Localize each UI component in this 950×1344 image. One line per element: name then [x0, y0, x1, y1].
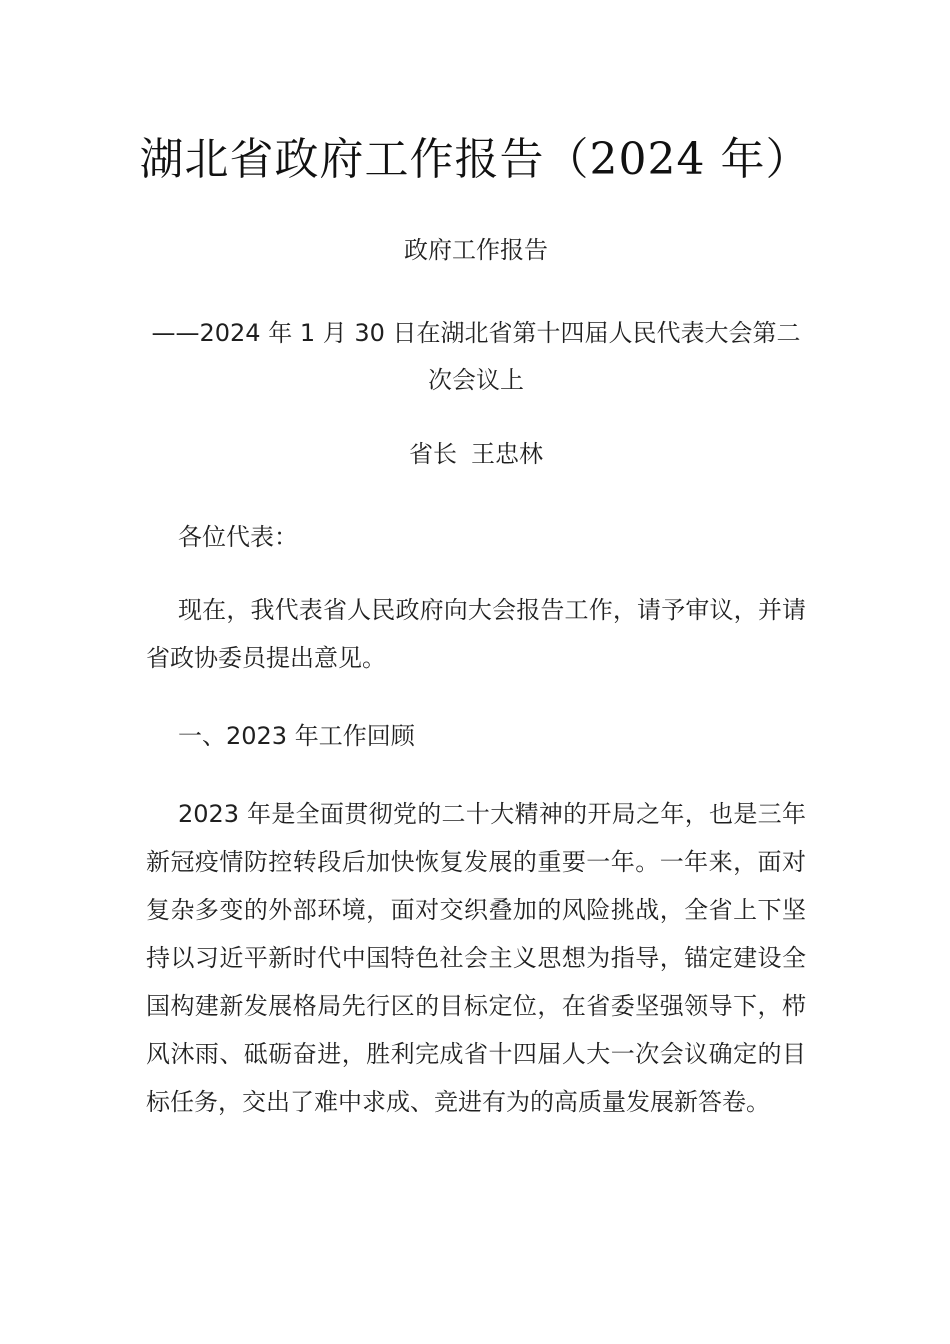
greeting: 各位代表：	[178, 523, 298, 551]
speaker-line	[146, 437, 806, 471]
meeting-date-line: ——2024 年 1 月 30 日在湖北省第十四届人民代表大会第二次会议上	[151, 319, 801, 394]
speaker-name: 王忠林	[471, 440, 543, 468]
report-title: 湖北省政府工作报告（2024 年）	[139, 134, 811, 185]
report-subtitle: 政府工作报告	[404, 236, 548, 264]
review-paragraph: 2023 年是全面贯彻党的二十大精神的开局之年，也是三年新冠疫情防控转段后加快恢复发展的重要一年。一年来，面对复杂多变的外部环境，面对交织叠加的风险挑战，全省上下坚持以习近平新时代中国特色社会主义思想为指导，锚定建设全国构建新发展格局先行区的目标定位，在省委坚强领导下，栉风沐雨、砥砺奋进，胜利完成省十四届人大一次会议确定的目标任务，交出了难中求成、竞进有为的高质量发展新答卷。	[146, 800, 806, 1116]
section-heading: 一、2023 年工作回顾	[178, 722, 415, 750]
intro-paragraph: 现在，我代表省人民政府向大会报告工作，请予审议，并请省政协委员提出意见。	[146, 596, 806, 672]
speaker-role: 省长	[409, 440, 457, 468]
